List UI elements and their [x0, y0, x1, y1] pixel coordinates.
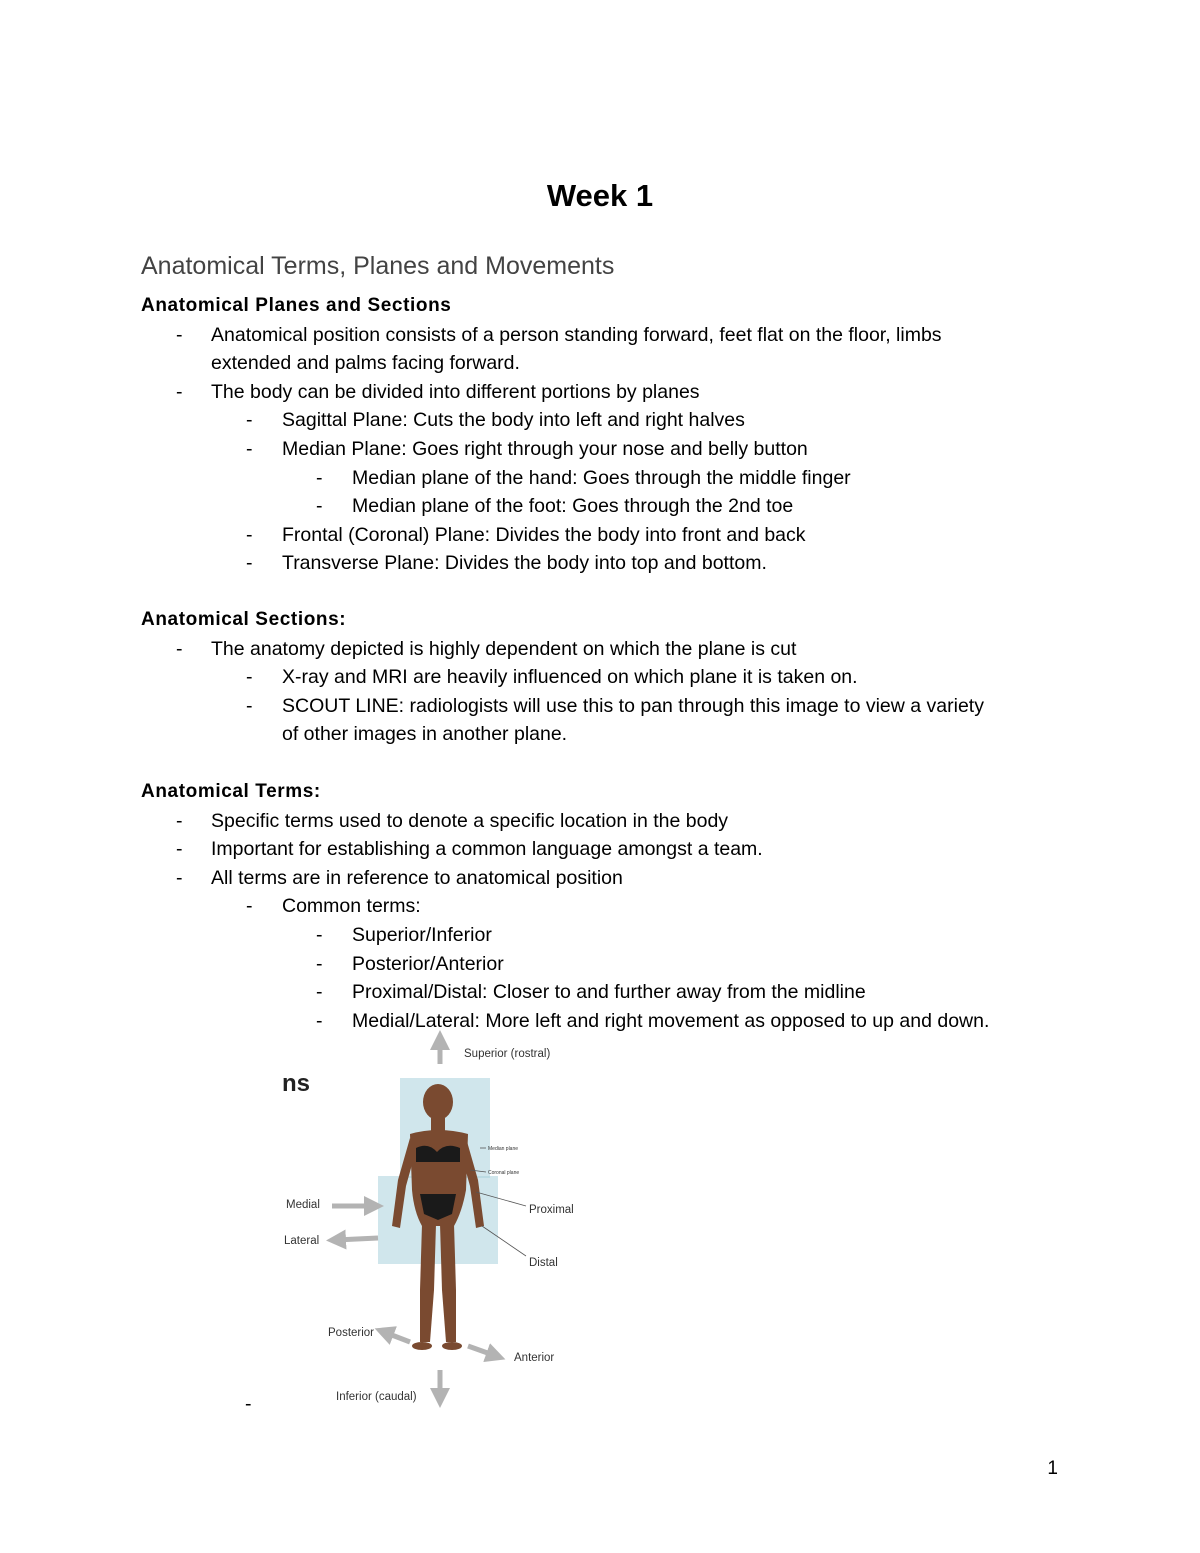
anatomy-diagram [270, 1030, 600, 1410]
list-bullet: - [176, 809, 183, 832]
list-item-text: Median plane of the hand: Goes through the middle finger [352, 466, 851, 489]
list-bullet: - [246, 694, 253, 717]
superior-label: Superior (rostral) [464, 1048, 551, 1060]
anterior-label: Anterior [514, 1352, 555, 1364]
list-bullet: - [246, 438, 253, 460]
list-item-text: The anatomy depicted is highly dependent on which the plane is cut [211, 637, 797, 660]
list-bullet: - [246, 523, 253, 546]
trailing-list-dash: - [245, 1393, 252, 1415]
list-bullet: - [316, 981, 323, 1004]
posterior-arrow [384, 1332, 410, 1342]
list-bullet: - [176, 838, 183, 861]
list-bullet: - [176, 323, 183, 346]
proximal-label: Proximal [529, 1204, 574, 1216]
list-item-text: Posterior/Anterior [352, 952, 504, 975]
subsection-heading: Anatomical Terms: [141, 781, 321, 802]
list-item-text: Proximal/Distal: Closer to and further away from the midline [352, 981, 866, 1004]
list-item-text: Important for establishing a common language amongst a team. [211, 838, 763, 861]
list-item-text: Median Plane: Goes right through your nose and belly button [282, 438, 808, 460]
list-item-text: X-ray and MRI are heavily influenced on which plane it is taken on. [282, 666, 858, 689]
list-item-text: Common terms: [282, 895, 421, 918]
inferior-label: Inferior (caudal) [336, 1391, 417, 1403]
list-bullet: - [316, 924, 323, 946]
list-bullet: - [316, 466, 323, 489]
list-item-text: SCOUT LINE: radiologists will use this to pan through this image to view a variety [282, 694, 984, 717]
list-bullet: - [246, 409, 253, 432]
lateral-label: Lateral [284, 1235, 320, 1247]
section-heading: Anatomical Terms, Planes and Movements [141, 252, 615, 280]
list-item-text: extended and palms facing forward. [211, 352, 520, 375]
list-item-text: Sagittal Plane: Cuts the body into left and right halves [282, 409, 745, 432]
anterior-arrow [468, 1346, 496, 1356]
list-item-text: Anatomical position consists of a person standing forward, feet flat on the floor, limbs [211, 323, 942, 346]
list-bullet: - [246, 895, 253, 918]
list-bullet: - [316, 1009, 323, 1032]
list-item-text: of other images in another plane. [282, 723, 568, 746]
subsection-heading: Anatomical Planes and Sections [141, 295, 452, 316]
page-title: Week 1 [546, 178, 654, 213]
list-item-text: The body can be divided into different portions by planes [211, 380, 700, 403]
page-number: 1 [1047, 1458, 1058, 1479]
list-item-text: Transverse Plane: Divides the body into top and bottom. [282, 552, 767, 575]
list-item-text: Frontal (Coronal) Plane: Divides the body into front and back [282, 523, 806, 546]
list-bullet: - [176, 380, 183, 403]
list-item-text: Superior/Inferior [352, 924, 492, 946]
medial-label: Medial [286, 1199, 320, 1211]
list-bullet: - [316, 495, 323, 518]
cropped-heading-fragment: ns [282, 1070, 311, 1097]
list-bullet: - [246, 666, 253, 689]
posterior-label: Posterior [328, 1327, 375, 1339]
list-item-text: All terms are in reference to anatomical position [211, 866, 623, 889]
list-bullet: - [316, 952, 323, 975]
anatomical-position-figure [270, 1030, 600, 1410]
list-item-text: Median plane of the foot: Goes through the 2nd toe [352, 495, 794, 518]
distal-label: Distal [529, 1257, 558, 1269]
list-bullet: - [246, 552, 253, 575]
lateral-arrow [336, 1238, 378, 1240]
list-item-text: Medial/Lateral: More left and right movement as opposed to up and down. [352, 1009, 990, 1032]
list-item-text: Specific terms used to denote a specific location in the body [211, 809, 729, 832]
subsection-heading: Anatomical Sections: [141, 609, 347, 630]
list-bullet: - [176, 637, 183, 660]
median-plane-label: Median plane [488, 1146, 519, 1152]
list-bullet: - [176, 866, 183, 889]
coronal-plane-label: Coronal plane [488, 1170, 520, 1176]
